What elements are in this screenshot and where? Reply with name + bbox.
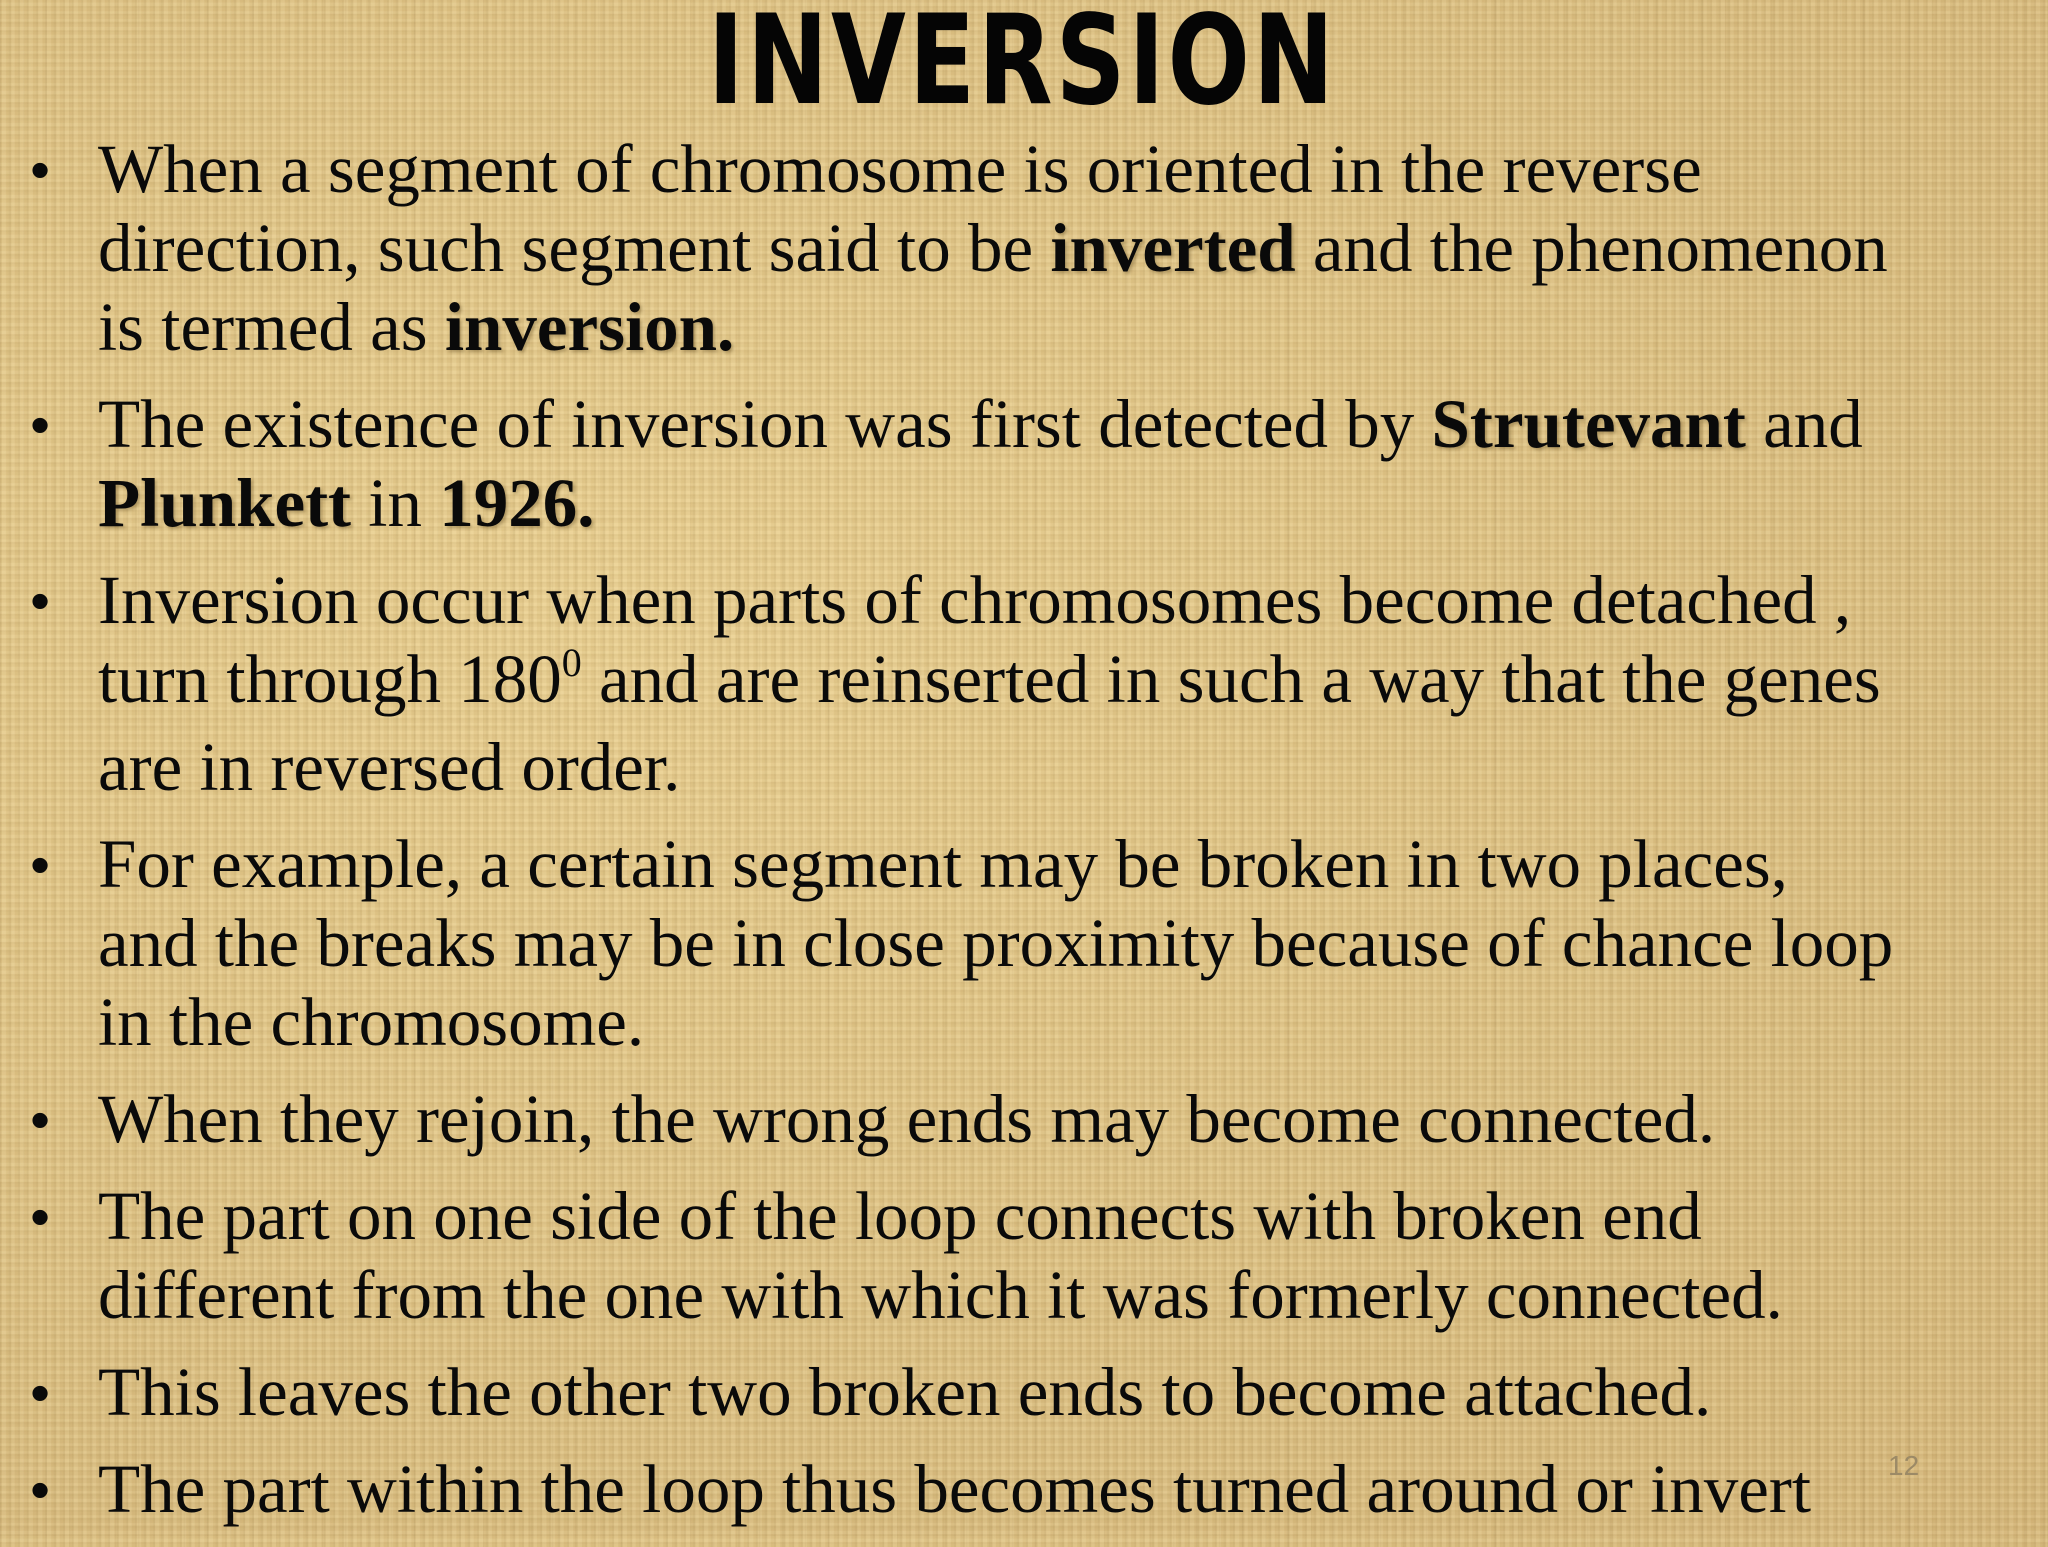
bullet-3-line-2	[98, 640, 2043, 728]
bullet-3-line-1: Inversion occur when parts of chromosomes become detached ,	[98, 562, 1852, 638]
text-segment: and are reinserted in such a way that the genes	[581, 641, 1881, 717]
bullet-2-line-2	[98, 464, 2043, 543]
bullet-item-6	[30, 1177, 2043, 1335]
emphasis-inversion: inversion.	[444, 289, 735, 365]
text-segment: in	[351, 465, 440, 541]
bullet-dot-icon: •	[30, 138, 50, 201]
emphasis-year: 1926.	[439, 465, 595, 541]
bullet-item-8	[30, 1450, 2043, 1529]
degree-superscript: 0	[561, 640, 582, 685]
bullet-6-line-1: The part on one side of the loop connects with broken end	[98, 1178, 1702, 1254]
bullet-6-line-2: different from the one with which it was formerly connected.	[98, 1257, 1783, 1333]
bullet-item-5	[30, 1080, 2043, 1159]
bullet-dot-icon: •	[30, 393, 50, 456]
bullet-item-4	[30, 825, 2043, 1062]
bullet-item-2	[30, 385, 2043, 543]
bullet-item-3	[30, 561, 2043, 807]
text-segment: direction, such segment said to be	[98, 210, 1051, 286]
bullet-1-line-3	[98, 288, 2043, 367]
text-segment: is termed as	[98, 289, 445, 365]
bullet-7-line-1: This leaves the other two broken ends to become attached.	[98, 1354, 1712, 1430]
bullet-3-line-3: are in reversed order.	[98, 729, 681, 805]
bullet-1-line-2	[98, 209, 2043, 288]
bullet-dot-icon: •	[30, 1361, 50, 1424]
bullet-dot-icon: •	[30, 569, 50, 632]
bullet-item-1	[30, 130, 2043, 367]
bullet-dot-icon: •	[30, 1088, 50, 1151]
bullet-8-line-1: The part within the loop thus becomes turned around or invert	[98, 1451, 1812, 1527]
bullet-4-line-2: and the breaks may be in close proximity because of chance loop	[98, 905, 1894, 981]
bullet-4-line-3: in the chromosome.	[98, 984, 645, 1060]
bullet-5-line-1: When they rejoin, the wrong ends may become connected.	[98, 1081, 1716, 1157]
bullet-dot-icon: •	[30, 833, 50, 896]
bullet-dot-icon: •	[30, 1185, 50, 1248]
slide-title: INVERSION	[707, 0, 1338, 133]
emphasis-strutevant: Strutevant	[1431, 386, 1746, 462]
text-segment: turn through 180	[98, 641, 562, 717]
bullet-dot-icon: •	[30, 1458, 50, 1521]
emphasis-inverted: inverted	[1050, 210, 1296, 286]
text-segment: and the phenomenon	[1295, 210, 1888, 286]
emphasis-plunkett: Plunkett	[98, 465, 352, 541]
bullet-2-line-1	[98, 385, 2043, 464]
bullet-list	[30, 130, 2043, 1547]
bullet-item-7	[30, 1353, 2043, 1432]
bullet-1-line-1: When a segment of chromosome is oriented in the reverse	[98, 131, 1702, 207]
slide-number: 12	[1888, 1450, 1920, 1481]
bullet-4-line-1: For example, a certain segment may be broken in two places,	[98, 826, 1788, 902]
text-segment: and	[1745, 386, 1863, 462]
text-segment: The existence of inversion was first detected by	[98, 386, 1432, 462]
